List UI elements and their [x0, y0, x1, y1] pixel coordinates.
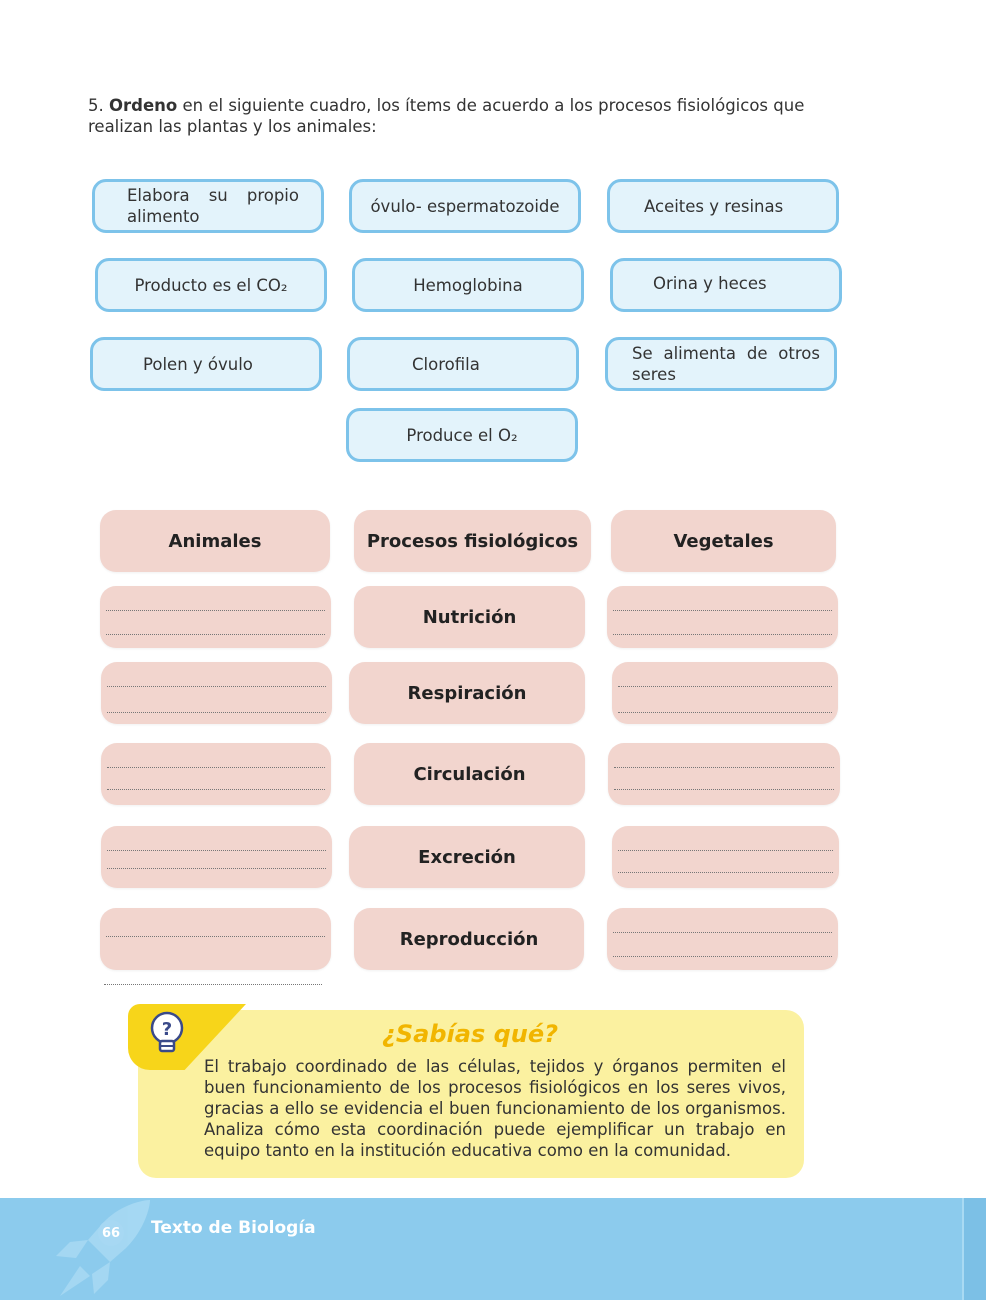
- item-label: Orina y heces: [653, 274, 767, 293]
- process-nutricion: [354, 586, 585, 648]
- process-respiracion: [349, 662, 585, 724]
- header-vegetales: [611, 510, 836, 572]
- activity-number: 5.: [88, 96, 104, 115]
- item-card[interactable]: [352, 258, 584, 312]
- header-label: Animales: [168, 530, 262, 552]
- tip-title: ¿Sabías qué?: [381, 1020, 559, 1048]
- rocket-icon: [40, 1196, 160, 1300]
- item-card[interactable]: [349, 179, 581, 233]
- answer-vegetales-reproduccion[interactable]: [607, 908, 838, 970]
- answer-vegetales-excrecion[interactable]: [612, 826, 839, 888]
- answer-animales-respiracion[interactable]: [101, 662, 332, 724]
- answer-vegetales-circulacion[interactable]: [608, 743, 840, 805]
- header-label: Vegetales: [673, 530, 774, 552]
- answer-animales-circulacion[interactable]: [101, 743, 331, 805]
- item-card[interactable]: [95, 258, 327, 312]
- process-label: Circulación: [413, 763, 526, 785]
- item-label: óvulo- espermatozoide: [370, 196, 560, 216]
- item-card[interactable]: [90, 337, 322, 391]
- item-label: Clorofila: [412, 354, 480, 374]
- svg-text:?: ?: [161, 1019, 173, 1040]
- process-label: Excreción: [418, 846, 516, 868]
- header-animales: [100, 510, 330, 572]
- process-circulacion: [354, 743, 585, 805]
- item-card[interactable]: [346, 408, 578, 462]
- answer-animales-excrecion[interactable]: [101, 826, 332, 888]
- answer-line: [104, 984, 322, 985]
- item-card[interactable]: [92, 179, 324, 233]
- item-card[interactable]: [347, 337, 579, 391]
- item-label: Se alimenta de otros seres: [632, 344, 820, 384]
- process-excrecion: [349, 826, 585, 888]
- item-card[interactable]: [610, 258, 842, 312]
- activity-verb: Ordeno: [109, 96, 178, 115]
- process-label: Nutrición: [422, 606, 517, 628]
- answer-vegetales-respiracion[interactable]: [612, 662, 838, 724]
- item-label: Aceites y resinas: [644, 196, 784, 216]
- item-label: Produce el O₂: [406, 425, 518, 445]
- answer-animales-nutricion[interactable]: [100, 586, 331, 648]
- activity-instruction: [88, 95, 858, 137]
- item-label: Polen y óvulo: [143, 354, 253, 374]
- item-card[interactable]: [605, 337, 837, 391]
- item-label: Hemoglobina: [413, 275, 523, 295]
- book-title: Texto de Biología: [151, 1218, 316, 1238]
- item-label: Producto es el CO₂: [134, 275, 288, 295]
- activity-text: en el siguiente cuadro, los ítems de acuerdo a los procesos fisiológicos que realizan las plantas y los animales:: [88, 96, 805, 136]
- header-label: Procesos fisiológicos: [366, 530, 579, 552]
- item-card[interactable]: [607, 179, 839, 233]
- header-procesos: [354, 510, 591, 572]
- answer-vegetales-nutricion[interactable]: [607, 586, 838, 648]
- tip-text: El trabajo coordinado de las células, tejidos y órganos permiten el buen funcionamiento de los procesos fisiológicos en los seres vivos, gracias a ello se evidencia el buen funcionamiento de los organismos. Analiza cómo esta coordinación puede ejemplificar un trabajo en equipo tanto en la institución educativa como en la comunidad.: [204, 1057, 786, 1160]
- footer-edge: [962, 1198, 986, 1300]
- answer-animales-reproduccion[interactable]: [100, 908, 331, 970]
- process-label: Reproducción: [399, 928, 539, 950]
- process-label: Respiración: [407, 682, 527, 704]
- process-reproduccion: [354, 908, 584, 970]
- item-label: Elabora su propio alimento: [127, 186, 299, 226]
- page-number: 66: [98, 1220, 124, 1246]
